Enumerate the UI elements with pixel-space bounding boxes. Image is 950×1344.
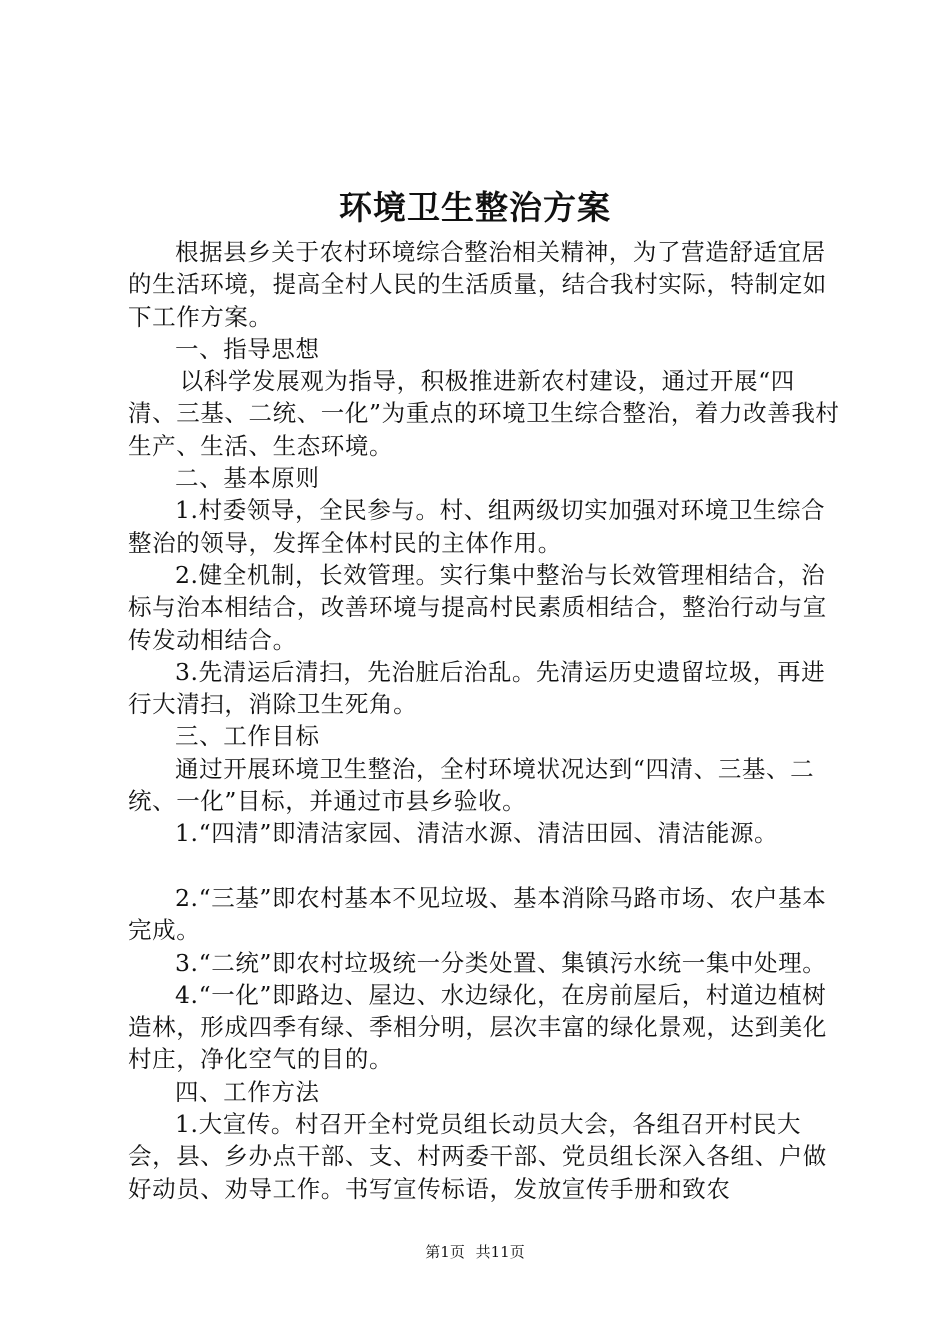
document-title: 环境卫生整治方案 bbox=[339, 188, 611, 227]
principle-item-2: 2.健全机制，长效管理。实行集中整治与长效管理相结合，治标与治本相结合，改善环境与提高村民素质相结合，整治行动与宣传发动相结合。 bbox=[128, 560, 827, 654]
goal-item-4: 4.“一化”即路边、屋边、水边绿化，在房前屋后，村道边植树造林，形成四季有绿、季相分明，层次丰富的绿化景观，达到美化村庄，净化空气的目的。 bbox=[128, 980, 827, 1074]
section-heading-work-methods: 四、工作方法 bbox=[175, 1077, 320, 1106]
section-heading-work-goals: 三、工作目标 bbox=[175, 722, 320, 751]
guiding-ideology-paragraph: 以科学发展观为指导，积极推进新农村建设，通过开展“四清、三基、二统、一化”为重点的环境卫生综合整治，着力改善我村生产、生活、生态环境。 bbox=[128, 367, 840, 460]
goal-item-3: 3.“二统”即农村垃圾统一分类处置、集镇污水统一集中处理。 bbox=[175, 948, 827, 977]
intro-paragraph: 根据县乡关于农村环境综合整治相关精神，为了营造舒适宜居的生活环境，提高全村人民的生活质量，结合我村实际，特制定如下工作方案。 bbox=[128, 238, 827, 331]
document-body bbox=[128, 236, 840, 1205]
goal-item-1: 1.“四清”即清洁家园、清洁水源、清洁田园、清洁能源。 bbox=[175, 819, 779, 848]
principle-item-1: 1.村委领导，全民参与。村、组两级切实加强对环境卫生综合整治的领导，发挥全体村民的主体作用。 bbox=[128, 496, 826, 557]
principle-item-3: 3.先清运后清扫，先治脏后治乱。先清运历史遗留垃圾，再进行大清扫，消除卫生死角。 bbox=[128, 657, 826, 719]
page-footer bbox=[0, 1242, 950, 1262]
method-item-1: 1.大宣传。村召开全村党员组长动员大会，各组召开村民大会，县、乡办点干部、支、村两委干部、党员组长深入各组、户做好动员、劝导工作。书写宣传标语，发放宣传手册和致农 bbox=[128, 1110, 827, 1203]
section-heading-basic-principles: 二、基本原则 bbox=[175, 464, 320, 493]
section-heading-guiding-ideology: 一、指导思想 bbox=[175, 334, 320, 363]
work-goals-paragraph: 通过开展环境卫生整治，全村环境状况达到“四清、三基、二统、一化”目标，并通过市县乡验收。 bbox=[128, 754, 815, 816]
goal-item-2: 2.“三基”即农村基本不见垃圾、基本消除马路市场、农户基本完成。 bbox=[128, 883, 827, 945]
blank-line bbox=[128, 850, 840, 882]
page-number: 第1页 bbox=[425, 1243, 465, 1261]
page-total: 共11页 bbox=[475, 1243, 525, 1261]
